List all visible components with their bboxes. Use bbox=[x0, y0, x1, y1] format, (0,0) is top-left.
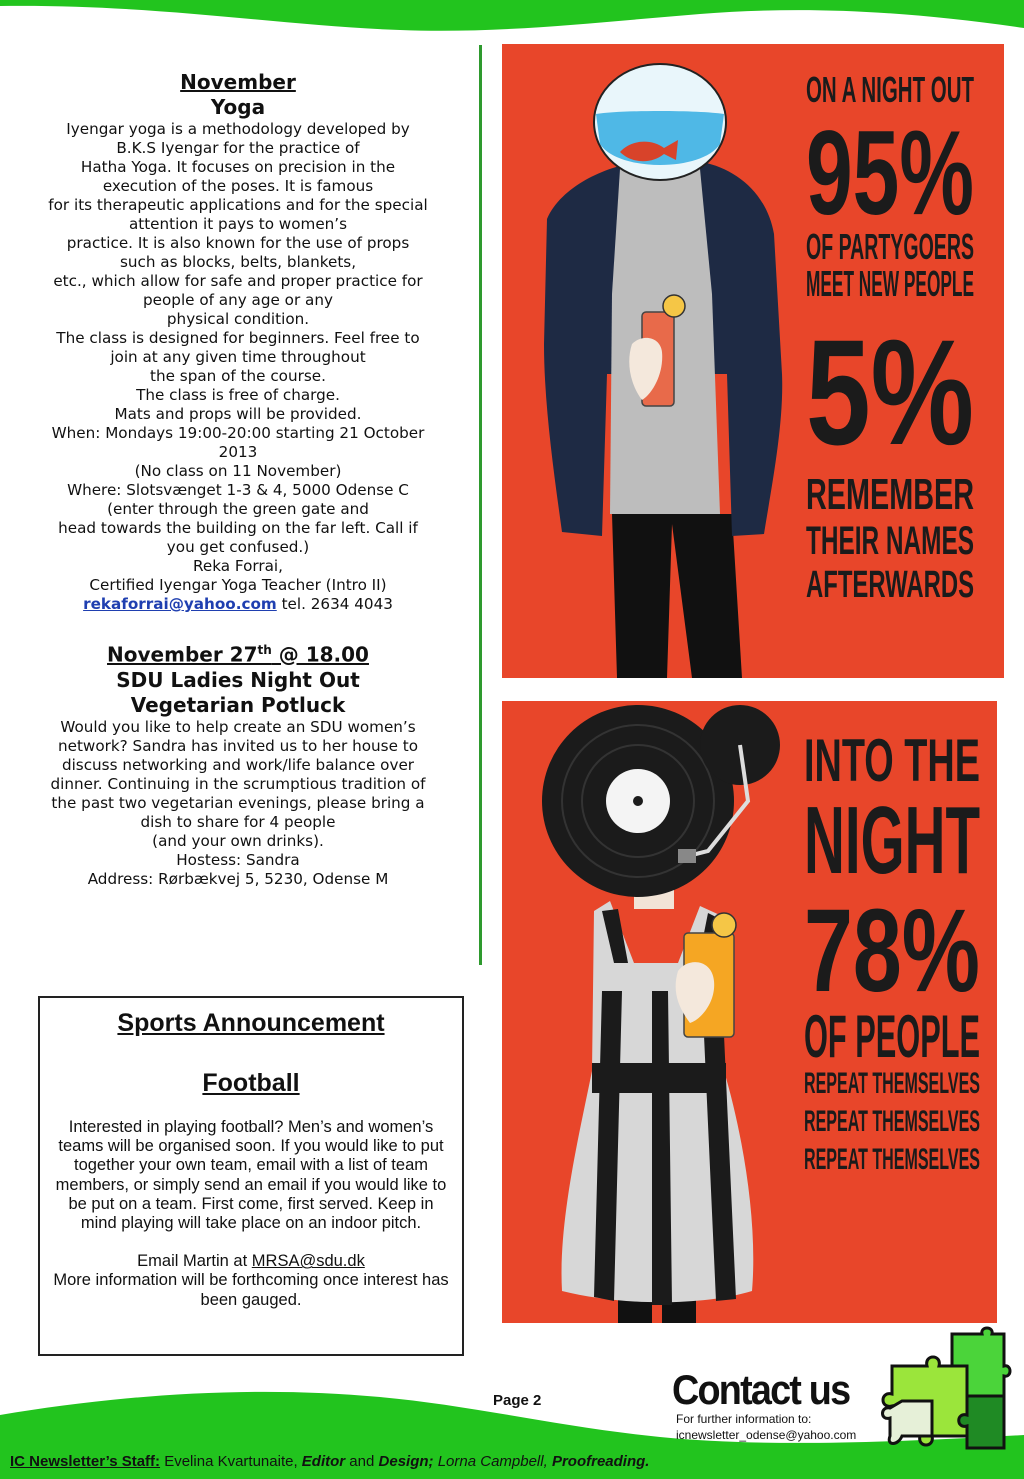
poster2-line: REPEAT THEMSELVES bbox=[804, 1143, 980, 1176]
potluck-line: (and your own drinks). bbox=[152, 831, 324, 850]
contact-email[interactable]: icnewsletter_odense@yahoo.com bbox=[676, 1428, 857, 1442]
staff-credits bbox=[10, 1453, 649, 1470]
yoga-line: Where: Slotsvænget 1-3 & 4, 5000 Odense C bbox=[67, 481, 409, 499]
poster-into-the-night-art bbox=[502, 701, 997, 1323]
yoga-line: The class is designed for beginners. Feel free to bbox=[56, 329, 420, 347]
puzzle-icon bbox=[872, 1326, 1012, 1456]
yoga-line: people of any age or any bbox=[143, 291, 333, 309]
staff-name: Lorna Campbell, bbox=[433, 1453, 552, 1470]
yoga-line: etc., which allow for safe and proper practice for bbox=[53, 272, 423, 290]
poster1-line: THEIR NAMES bbox=[806, 519, 974, 563]
sports-body: Interested in playing football? Men’s and women’s teams will be organised soon. If you would like to put together your own team, email with a list of team members, or simply send an email if you would like to be put on a team. First come, first served. Keep in mind playing will take place on an indoor pitch. bbox=[55, 1118, 447, 1233]
staff-name: Evelina Kvartunaite, bbox=[160, 1453, 302, 1470]
section-gap bbox=[22, 614, 454, 638]
yoga-line: Mats and props will be provided. bbox=[114, 405, 362, 423]
yoga-body bbox=[22, 120, 454, 614]
yoga-phone: tel. 2634 4043 bbox=[276, 595, 393, 613]
yoga-line: Iyengar yoga is a methodology developed by bbox=[66, 120, 410, 138]
staff-role: Proofreading. bbox=[551, 1453, 650, 1470]
poster1-line: 5% bbox=[806, 308, 974, 476]
page-number: Page 2 bbox=[493, 1392, 542, 1409]
staff-label: IC Newsletter’s Staff: bbox=[10, 1453, 161, 1470]
potluck-line: Would you like to help create an SDU women’s bbox=[60, 717, 416, 736]
sports-email-link[interactable]: MRSA@sdu.dk bbox=[251, 1252, 365, 1271]
sports-announcement-box bbox=[38, 996, 464, 1356]
poster1-line: ON A NIGHT OUT bbox=[806, 69, 975, 110]
yoga-line: When: Mondays 19:00-20:00 starting 21 October bbox=[51, 424, 425, 442]
poster1-line: 95% bbox=[806, 106, 974, 240]
yoga-line: (No class on 11 November) bbox=[134, 462, 342, 480]
poster-night-out bbox=[502, 44, 1004, 678]
yoga-line: such as blocks, belts, blankets, bbox=[119, 253, 357, 271]
top-green-wave bbox=[0, 0, 1024, 40]
potluck-line: Hostess: Sandra bbox=[176, 850, 300, 869]
potluck-date bbox=[22, 638, 454, 668]
yoga-line: The class is free of charge. bbox=[136, 386, 340, 404]
poster2-line: 78% bbox=[804, 885, 980, 1017]
yoga-line: attention it pays to women’s bbox=[128, 215, 348, 233]
poster2-line: REPEAT THEMSELVES bbox=[804, 1067, 980, 1100]
poster2-line: REPEAT THEMSELVES bbox=[804, 1105, 980, 1138]
sports-email-prefix: Email Martin at bbox=[137, 1252, 252, 1271]
yoga-line: you get confused.) bbox=[166, 538, 310, 556]
yoga-line: the span of the course. bbox=[150, 367, 326, 385]
yoga-contact-line bbox=[22, 595, 454, 614]
poster2-line: NIGHT bbox=[804, 787, 980, 894]
poster-into-the-night bbox=[502, 701, 997, 1323]
poster1-line: AFTERWARDS bbox=[806, 564, 974, 606]
potluck-line: dish to share for 4 people bbox=[140, 812, 336, 831]
potluck-line: the past two vegetarian evenings, please bring a bbox=[51, 793, 425, 812]
yoga-line: Certified Iyengar Yoga Teacher (Intro II) bbox=[89, 576, 387, 594]
poster1-line: REMEMBER bbox=[806, 470, 974, 519]
sports-email-line bbox=[52, 1252, 450, 1271]
contact-line: For further information to: bbox=[676, 1412, 812, 1426]
poster2-line: INTO THE bbox=[804, 727, 980, 794]
yoga-line: 2013 bbox=[218, 443, 258, 461]
potluck-line: dinner. Continuing in the scrumptious tradition of bbox=[50, 774, 426, 793]
poster2-line: OF PEOPLE bbox=[804, 1003, 980, 1070]
potluck-line: network? Sandra has invited us to her house to bbox=[57, 736, 418, 755]
yoga-email-link[interactable]: rekaforrai@yahoo.com bbox=[83, 595, 277, 613]
yoga-line: B.K.S Iyengar for the practice of bbox=[116, 139, 360, 157]
potluck-line: discuss networking and work/life balance over bbox=[61, 755, 415, 774]
football-title: Football bbox=[202, 1069, 300, 1097]
potluck-date-main: November 27 bbox=[107, 642, 258, 667]
yoga-title: Yoga bbox=[210, 95, 266, 119]
yoga-line: execution of the poses. It is famous bbox=[102, 177, 374, 195]
sports-more-info: More information will be forthcoming once interest has been gauged. bbox=[53, 1271, 449, 1309]
yoga-line: practice. It is also known for the use of props bbox=[66, 234, 410, 252]
staff-role: Design; bbox=[378, 1453, 434, 1470]
yoga-line: (enter through the green gate and bbox=[107, 500, 369, 518]
sports-title: Sports Announcement bbox=[117, 1009, 385, 1037]
column-divider bbox=[479, 45, 482, 965]
potluck-date-sup: th bbox=[257, 643, 272, 657]
potluck-title: SDU Ladies Night Out bbox=[116, 667, 360, 692]
yoga-line: head towards the building on the far left. Call if bbox=[58, 519, 418, 537]
yoga-line: for its therapeutic applications and for the special bbox=[48, 196, 428, 214]
potluck-date-time: @ 18.00 bbox=[271, 642, 369, 667]
staff-and: and bbox=[345, 1453, 379, 1470]
potluck-subtitle: Vegetarian Potluck bbox=[130, 692, 346, 717]
yoga-line: join at any given time throughout bbox=[110, 348, 366, 366]
contact-info bbox=[676, 1411, 856, 1443]
yoga-line: physical condition. bbox=[166, 310, 310, 328]
yoga-line: Hatha Yoga. It focuses on precision in the bbox=[80, 158, 396, 176]
staff-role: Editor bbox=[301, 1453, 346, 1470]
poster1-line: MEET NEW PEOPLE bbox=[806, 263, 974, 304]
yoga-line: Reka Forrai, bbox=[193, 557, 283, 575]
contact-title: Contact us bbox=[672, 1366, 850, 1413]
potluck-line: Address: Rørbækvej 5, 5230, Odense M bbox=[87, 869, 389, 888]
potluck-body bbox=[22, 718, 454, 889]
left-column bbox=[22, 70, 454, 889]
poster1-line: OF PARTYGOERS bbox=[806, 226, 974, 267]
yoga-title-month: November bbox=[180, 70, 296, 94]
poster-night-out-art bbox=[502, 44, 1004, 678]
